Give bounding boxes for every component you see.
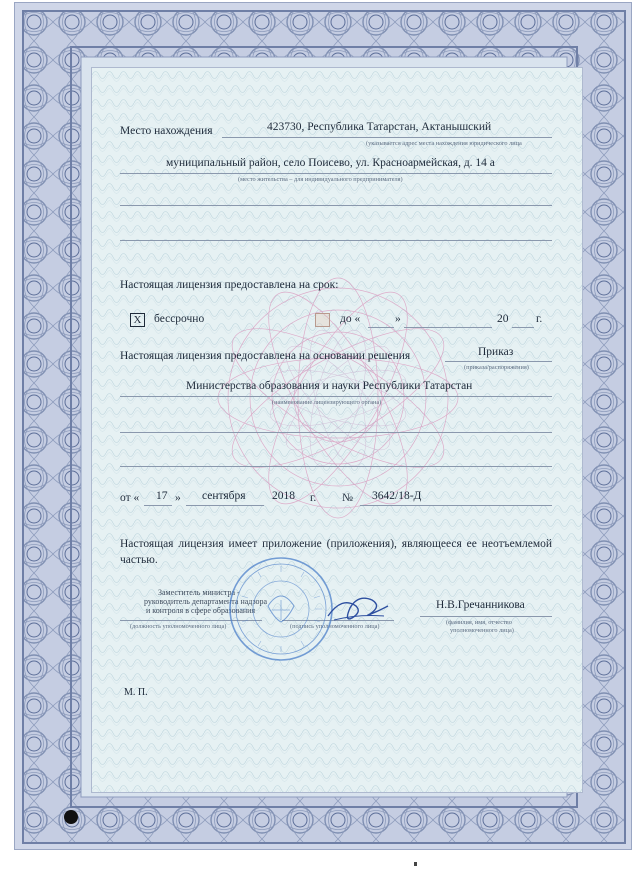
licensing-authority: Министерства образования и науки Республики Татарстан <box>186 380 473 392</box>
date-close: » <box>175 492 181 504</box>
until-day-underline <box>368 327 394 328</box>
blank-line-4 <box>120 466 552 467</box>
position-line-2: руководитель департамента надзора <box>144 597 268 606</box>
year-prefix: 20 <box>497 313 509 325</box>
blank-line-1 <box>120 205 552 206</box>
order-number: 3642/18-Д <box>372 490 422 502</box>
location-hint-1: (указывается адрес места нахождения юридического лица <box>366 140 522 147</box>
authority-underline <box>120 396 552 397</box>
basis-doc-type: Приказ <box>478 346 514 358</box>
day-underline <box>144 505 172 506</box>
location-underline-2 <box>120 173 552 174</box>
name-underline <box>420 616 552 617</box>
number-underline <box>360 505 552 506</box>
location-hint-2: (место жительства – для индивидуального предпринимателя) <box>238 176 403 183</box>
date-day: 17 <box>156 490 168 502</box>
date-from: от « <box>120 492 140 504</box>
blank-line-3 <box>120 432 552 433</box>
scan-speck <box>414 862 417 866</box>
position-line-1: Заместитель министра - <box>158 588 240 597</box>
doc-type-underline <box>445 361 552 362</box>
unlimited-checkbox: X <box>130 313 145 327</box>
name-hint-2: уполномоченного лица) <box>450 627 514 634</box>
punch-hole <box>64 810 78 824</box>
until-year-underline <box>512 327 534 328</box>
term-label: Настоящая лицензия предоставлена на срок: <box>120 279 339 291</box>
number-sign: № <box>342 492 353 504</box>
signature-hint: (подпись уполномоченного лица) <box>290 623 380 630</box>
position-hint: (должность уполномоченного лица) <box>130 623 227 630</box>
name-hint-1: (фамилия, имя, отчество <box>446 619 512 626</box>
location-value-line2: муниципальный район, село Поисево, ул. Красноармейская, д. 14 а <box>166 157 495 169</box>
authority-hint: (наименование лицензирующего органа) <box>272 399 382 406</box>
until-month-underline <box>404 327 492 328</box>
seal-place-label: М. П. <box>124 687 148 698</box>
unlimited-label: бессрочно <box>154 313 205 325</box>
location-underline-1 <box>222 137 552 138</box>
official-seal-icon <box>228 556 334 662</box>
location-label: Место нахождения <box>120 125 213 137</box>
month-underline <box>186 505 264 506</box>
appendix-text: Настоящая лицензия имеет приложение (приложения), являющееся ее неотъемлемой частью. <box>120 538 552 566</box>
blank-line-2 <box>120 240 552 241</box>
date-year: 2018 <box>272 490 295 502</box>
year-suffix: г. <box>536 313 543 325</box>
until-prefix: до « <box>340 313 361 325</box>
location-value-line1: 423730, Республика Татарстан, Актанышский <box>267 121 492 133</box>
fixed-term-checkbox <box>315 313 330 327</box>
signatory-name: Н.В.Гречанникова <box>436 599 525 611</box>
date-month: сентября <box>202 490 246 502</box>
position-line-3: и контроля в сфере образования <box>146 606 256 615</box>
doc-type-hint: (приказа/распоряжения) <box>464 364 529 371</box>
until-mid: » <box>395 313 401 325</box>
basis-label: Настоящая лицензия предоставлена на основании решения <box>120 350 411 362</box>
date-year-suffix: г. <box>310 492 317 504</box>
signature-icon <box>322 588 392 628</box>
